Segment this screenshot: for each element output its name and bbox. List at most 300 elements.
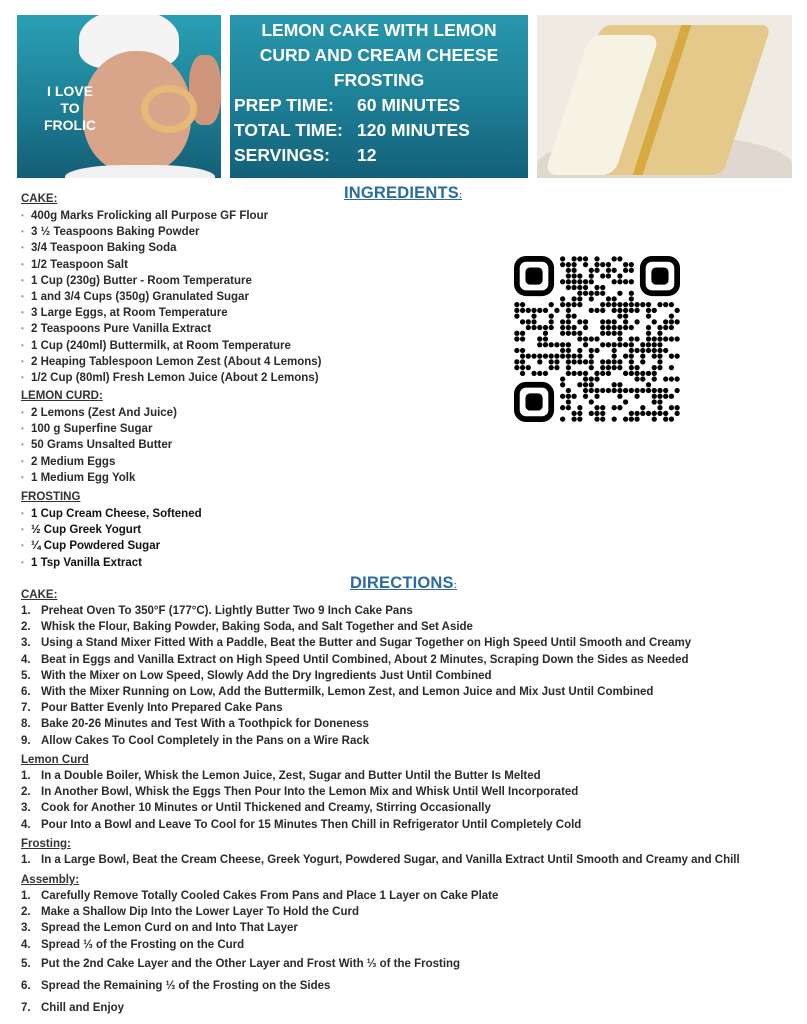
qr-module xyxy=(657,325,662,330)
qr-module xyxy=(589,291,594,296)
qr-module xyxy=(600,342,605,347)
qr-module xyxy=(646,331,651,336)
qr-finder-center xyxy=(651,267,668,284)
qr-module xyxy=(623,319,628,324)
qr-module xyxy=(663,325,668,330)
qr-module xyxy=(566,348,571,353)
qr-module xyxy=(657,302,662,307)
ingredients-curd-heading: LEMON CURD: xyxy=(21,390,103,402)
qr-module xyxy=(646,348,651,353)
qr-module xyxy=(589,296,594,301)
directions-frosting-heading: Frosting: xyxy=(21,838,71,850)
qr-module xyxy=(612,382,617,387)
qr-module xyxy=(617,331,622,336)
qr-module xyxy=(537,342,542,347)
qr-module xyxy=(652,399,657,404)
qr-module xyxy=(594,262,599,267)
qr-module xyxy=(560,256,565,261)
qr-module xyxy=(669,365,674,370)
qr-module xyxy=(571,417,576,422)
qr-module xyxy=(566,273,571,278)
qr-module xyxy=(612,405,617,410)
directions-curd-heading: Lemon Curd xyxy=(21,754,89,766)
qr-module xyxy=(549,342,554,347)
step-text: Bake 20-26 Minutes and Test With a Toothpick for Doneness xyxy=(41,718,369,731)
qr-module xyxy=(634,348,639,353)
photo-caption: I LOVE TO FROLIC xyxy=(43,83,97,133)
qr-module xyxy=(577,296,582,301)
qr-module xyxy=(566,394,571,399)
qr-module xyxy=(623,313,628,318)
qr-module xyxy=(652,348,657,353)
qr-module xyxy=(617,279,622,284)
qr-module xyxy=(612,388,617,393)
qr-module xyxy=(600,319,605,324)
bullet-icon: • xyxy=(21,243,24,253)
qr-module xyxy=(600,262,605,267)
step-item xyxy=(21,652,691,668)
qr-module xyxy=(612,325,617,330)
qr-module xyxy=(600,308,605,313)
qr-module xyxy=(629,302,634,307)
qr-module xyxy=(629,291,634,296)
ingredient-item xyxy=(21,522,202,538)
qr-module xyxy=(531,325,536,330)
qr-module xyxy=(526,325,531,330)
qr-module xyxy=(600,359,605,364)
qr-module xyxy=(566,319,571,324)
qr-module xyxy=(606,365,611,370)
qr-module xyxy=(589,354,594,359)
qr-module xyxy=(652,342,657,347)
qr-module xyxy=(537,359,542,364)
meta-row xyxy=(230,143,528,168)
directions-heading: DIRECTIONS: xyxy=(350,574,457,592)
qr-module xyxy=(560,394,565,399)
qr-module xyxy=(560,319,565,324)
qr-module xyxy=(600,388,605,393)
bullet-icon: • xyxy=(21,472,24,482)
qr-module xyxy=(589,411,594,416)
qr-module xyxy=(629,348,634,353)
step-text: Spread ⅓ of the Frosting on the Curd xyxy=(41,938,245,951)
qr-module xyxy=(554,308,559,313)
qr-module xyxy=(594,348,599,353)
step-item xyxy=(21,635,691,651)
qr-module xyxy=(589,308,594,313)
qr-module xyxy=(566,388,571,393)
qr-module xyxy=(652,417,657,422)
qr-module xyxy=(657,331,662,336)
directions-assembly-steps xyxy=(21,888,498,1019)
qr-module xyxy=(577,279,582,284)
step-item xyxy=(21,920,498,936)
qr-module xyxy=(577,331,582,336)
qr-module xyxy=(663,417,668,422)
qr-module xyxy=(669,417,674,422)
qr-module xyxy=(571,325,576,330)
qr-module xyxy=(543,336,548,341)
qr-module xyxy=(600,291,605,296)
qr-module xyxy=(634,302,639,307)
qr-module xyxy=(583,394,588,399)
qr-module xyxy=(566,279,571,284)
ingredient-item xyxy=(21,470,177,486)
qr-module xyxy=(577,382,582,387)
qr-module xyxy=(583,319,588,324)
qr-module xyxy=(629,262,634,267)
qr-module xyxy=(566,262,571,267)
step-text: Cook for Another 10 Minutes or Until Thickened and Creamy, Stirring Occasionally xyxy=(41,802,491,815)
ingredient-text: 2 Teaspoons Pure Vanilla Extract xyxy=(31,323,212,336)
qr-module xyxy=(640,348,645,353)
qr-module xyxy=(520,302,525,307)
qr-module xyxy=(612,302,617,307)
qr-module xyxy=(594,405,599,410)
qr-module xyxy=(629,325,634,330)
bullet-icon: • xyxy=(21,541,24,551)
qr-module xyxy=(646,302,651,307)
qr-module xyxy=(560,354,565,359)
qr-module xyxy=(583,336,588,341)
step-text: Make a Shallow Dip Into the Lower Layer To Hold the Curd xyxy=(41,906,359,919)
ingredient-text: 2 Lemons (Zest And Juice) xyxy=(31,407,177,419)
cake-photo xyxy=(537,15,792,178)
qr-module xyxy=(606,296,611,301)
meta-label: TOTAL TIME: xyxy=(234,120,343,140)
step-text: Pour Batter Evenly Into Prepared Cake Pans xyxy=(41,702,283,715)
step-number: 1. xyxy=(21,890,31,902)
qr-module xyxy=(612,331,617,336)
qr-module xyxy=(652,365,657,370)
step-item xyxy=(21,700,691,716)
qr-module xyxy=(583,359,588,364)
qr-module xyxy=(520,371,525,376)
bullet-icon: • xyxy=(21,424,24,434)
step-number: 6. xyxy=(21,686,31,699)
qr-module xyxy=(577,348,582,353)
qr-module xyxy=(526,354,531,359)
qr-module xyxy=(514,308,519,313)
qr-module xyxy=(623,399,628,404)
ingredient-text: 3 ½ Teaspoons Baking Powder xyxy=(31,226,200,239)
qr-module xyxy=(594,285,599,290)
qr-module xyxy=(531,308,536,313)
qr-module xyxy=(526,319,531,324)
ingredient-text: 3/4 Teaspoon Baking Soda xyxy=(31,242,177,255)
qr-module xyxy=(617,388,622,393)
qr-module xyxy=(623,302,628,307)
meta-value: 120 MINUTES xyxy=(357,120,470,140)
ingredient-item xyxy=(21,405,177,421)
ingredient-item xyxy=(21,555,202,571)
bullet-icon: • xyxy=(21,308,24,318)
qr-module xyxy=(640,359,645,364)
ingredient-item xyxy=(21,289,322,305)
qr-module xyxy=(669,376,674,381)
qr-module xyxy=(606,268,611,273)
qr-module xyxy=(606,302,611,307)
qr-module xyxy=(583,325,588,330)
qr-module xyxy=(571,313,576,318)
qr-module xyxy=(594,256,599,261)
step-text: Chill and Enjoy xyxy=(41,1001,125,1014)
meta-label: PREP TIME: xyxy=(234,95,334,115)
ingredient-item xyxy=(21,454,177,470)
qr-module xyxy=(571,371,576,376)
qr-module xyxy=(663,336,668,341)
ingredient-item xyxy=(21,240,322,256)
qr-module xyxy=(589,359,594,364)
ingredient-text: 1 Cup (230g) Butter - Room Temperature xyxy=(31,274,252,287)
qr-module xyxy=(571,411,576,416)
qr-module xyxy=(514,359,519,364)
qr-module xyxy=(617,394,622,399)
qr-module xyxy=(634,394,639,399)
step-item xyxy=(21,603,691,619)
qr-module xyxy=(646,371,651,376)
qr-module xyxy=(617,365,622,370)
qr-module xyxy=(526,365,531,370)
qr-module xyxy=(566,354,571,359)
qr-module xyxy=(520,365,525,370)
qr-module xyxy=(675,411,680,416)
step-item xyxy=(21,800,581,816)
qr-module xyxy=(566,365,571,370)
qr-module xyxy=(634,319,639,324)
qr-module xyxy=(571,302,576,307)
qr-module xyxy=(571,394,576,399)
qr-module xyxy=(629,388,634,393)
qr-module xyxy=(537,308,542,313)
step-number: 3. xyxy=(21,802,31,815)
qr-module xyxy=(657,359,662,364)
qr-module xyxy=(657,354,662,359)
qr-module xyxy=(531,371,536,376)
qr-module xyxy=(594,291,599,296)
qr-module xyxy=(646,411,651,416)
ingredient-item xyxy=(21,538,202,554)
step-text: Spread the Remaining ⅓ of the Frosting on the Sides xyxy=(41,979,331,992)
bullet-icon: • xyxy=(21,509,24,518)
qr-module xyxy=(566,325,571,330)
qr-module xyxy=(657,388,662,393)
qr-module xyxy=(606,371,611,376)
qr-module xyxy=(612,256,617,261)
qr-module xyxy=(566,405,571,410)
step-text: Pour Into a Bowl and Leave To Cool for 15 Minutes Then Chill in Refrigerator Until Completely Cold xyxy=(41,818,582,831)
qr-module xyxy=(629,354,634,359)
qr-module xyxy=(669,313,674,318)
qr-module xyxy=(657,336,662,341)
qr-module xyxy=(589,279,594,284)
qr-module xyxy=(537,371,542,376)
qr-module xyxy=(606,325,611,330)
qr-module xyxy=(617,308,622,313)
qr-module xyxy=(537,325,542,330)
qr-module xyxy=(514,365,519,370)
qr-module xyxy=(549,359,554,364)
ingredient-text: 1/2 Cup (80ml) Fresh Lemon Juice (About 2 Lemons) xyxy=(31,372,319,385)
qr-module xyxy=(652,411,657,416)
step-item xyxy=(21,716,691,732)
step-number: 6. xyxy=(21,979,31,992)
step-item xyxy=(21,768,581,784)
qr-module xyxy=(514,348,519,353)
recipe-meta xyxy=(230,93,528,168)
ingredients-cake-heading: CAKE: xyxy=(21,193,58,205)
qr-module xyxy=(612,279,617,284)
qr-module xyxy=(617,256,622,261)
qr-module xyxy=(646,388,651,393)
qr-module xyxy=(657,405,662,410)
qr-module xyxy=(560,348,565,353)
qr-module xyxy=(583,342,588,347)
bullet-icon: • xyxy=(21,557,24,567)
qr-module xyxy=(577,411,582,416)
qr-module xyxy=(652,388,657,393)
qr-module xyxy=(589,273,594,278)
qr-module xyxy=(577,302,582,307)
step-number: 2. xyxy=(21,621,31,634)
qr-module xyxy=(560,302,565,307)
qr-module xyxy=(560,279,565,284)
qr-module xyxy=(560,382,565,387)
qr-module xyxy=(617,342,622,347)
qr-finder-center xyxy=(525,267,542,284)
qr-module xyxy=(577,359,582,364)
qr-module xyxy=(560,262,565,267)
qr-module xyxy=(520,359,525,364)
step-text: In a Large Bowl, Beat the Cream Cheese, Greek Yogurt, Powdered Sugar, and Vanilla Extract Until Smooth and Creamy and Chill xyxy=(41,854,740,866)
qr-module xyxy=(600,417,605,422)
qr-module xyxy=(520,331,525,336)
qr-module xyxy=(657,399,662,404)
step-number: 2. xyxy=(21,786,31,799)
recipe-title: LEMON CAKE WITH LEMON CURD AND CREAM CHEESE FROSTING xyxy=(259,20,499,90)
qr-module xyxy=(634,417,639,422)
qr-module xyxy=(669,336,674,341)
step-item xyxy=(21,904,498,920)
qr-module xyxy=(520,336,525,341)
qr-module xyxy=(663,348,668,353)
qr-module xyxy=(623,268,628,273)
qr-module xyxy=(531,354,536,359)
step-number: 1. xyxy=(21,770,31,782)
qr-module xyxy=(600,411,605,416)
qr-module xyxy=(571,256,576,261)
qr-module xyxy=(577,417,582,422)
ingredient-text: 1 Cup (240ml) Buttermilk, at Room Temperature xyxy=(31,339,291,352)
qr-module xyxy=(571,279,576,284)
qr-code[interactable] xyxy=(514,256,680,422)
step-item xyxy=(21,684,691,700)
qr-module xyxy=(623,325,628,330)
ingredients-frosting-list xyxy=(21,506,202,571)
qr-module xyxy=(652,394,657,399)
bullet-icon: • xyxy=(21,324,24,334)
qr-module xyxy=(554,365,559,370)
qr-module xyxy=(663,411,668,416)
qr-module xyxy=(600,365,605,370)
qr-module xyxy=(657,348,662,353)
qr-module xyxy=(566,342,571,347)
qr-module xyxy=(560,331,565,336)
step-number: 4. xyxy=(21,653,31,666)
meta-row xyxy=(230,93,528,118)
qr-module xyxy=(634,336,639,341)
qr-module xyxy=(652,336,657,341)
qr-module xyxy=(543,342,548,347)
qr-module xyxy=(560,405,565,410)
qr-module xyxy=(571,273,576,278)
qr-module xyxy=(554,359,559,364)
qr-module xyxy=(520,308,525,313)
ingredient-text: 1/2 Teaspoon Salt xyxy=(31,258,128,271)
step-item xyxy=(21,975,498,997)
qr-module xyxy=(537,336,542,341)
qr-module xyxy=(663,394,668,399)
qr-module xyxy=(634,371,639,376)
bullet-icon: • xyxy=(21,275,24,285)
qr-module xyxy=(549,319,554,324)
qr-module xyxy=(623,279,628,284)
ingredient-text: ¼ Cup Powdered Sugar xyxy=(31,540,161,553)
qr-module xyxy=(543,308,548,313)
qr-module xyxy=(589,382,594,387)
step-item xyxy=(21,937,498,953)
qr-module xyxy=(623,354,628,359)
qr-module xyxy=(623,342,628,347)
ingredient-text: 400g Marks Frolicking all Purpose GF Flour xyxy=(31,210,269,222)
qr-module xyxy=(657,411,662,416)
qr-module xyxy=(617,405,622,410)
step-text: With the Mixer on Low Speed, Slowly Add the Dry Ingredients Just Until Combined xyxy=(41,669,492,682)
qr-module xyxy=(566,331,571,336)
qr-module xyxy=(623,388,628,393)
qr-module xyxy=(675,336,680,341)
qr-module xyxy=(612,354,617,359)
qr-module xyxy=(617,325,622,330)
directions-frosting-steps xyxy=(21,852,740,868)
qr-module xyxy=(583,371,588,376)
qr-module xyxy=(629,296,634,301)
step-number: 2. xyxy=(21,906,31,919)
qr-module xyxy=(566,359,571,364)
qr-module xyxy=(577,319,582,324)
qr-module xyxy=(657,342,662,347)
qr-module xyxy=(549,313,554,318)
qr-module xyxy=(629,308,634,313)
qr-module xyxy=(612,268,617,273)
qr-module xyxy=(594,308,599,313)
qr-module xyxy=(623,308,628,313)
qr-module xyxy=(675,319,680,324)
qr-module xyxy=(634,411,639,416)
qr-module xyxy=(675,354,680,359)
qr-module xyxy=(571,285,576,290)
qr-module xyxy=(600,325,605,330)
qr-module xyxy=(589,388,594,393)
qr-module xyxy=(606,388,611,393)
qr-module xyxy=(560,325,565,330)
qr-module xyxy=(669,302,674,307)
ingredient-item xyxy=(21,421,177,437)
qr-module xyxy=(594,394,599,399)
step-item xyxy=(21,953,498,975)
ingredient-text: ½ Cup Greek Yogurt xyxy=(31,524,142,537)
ingredient-text: 1 Tsp Vanilla Extract xyxy=(31,556,143,569)
